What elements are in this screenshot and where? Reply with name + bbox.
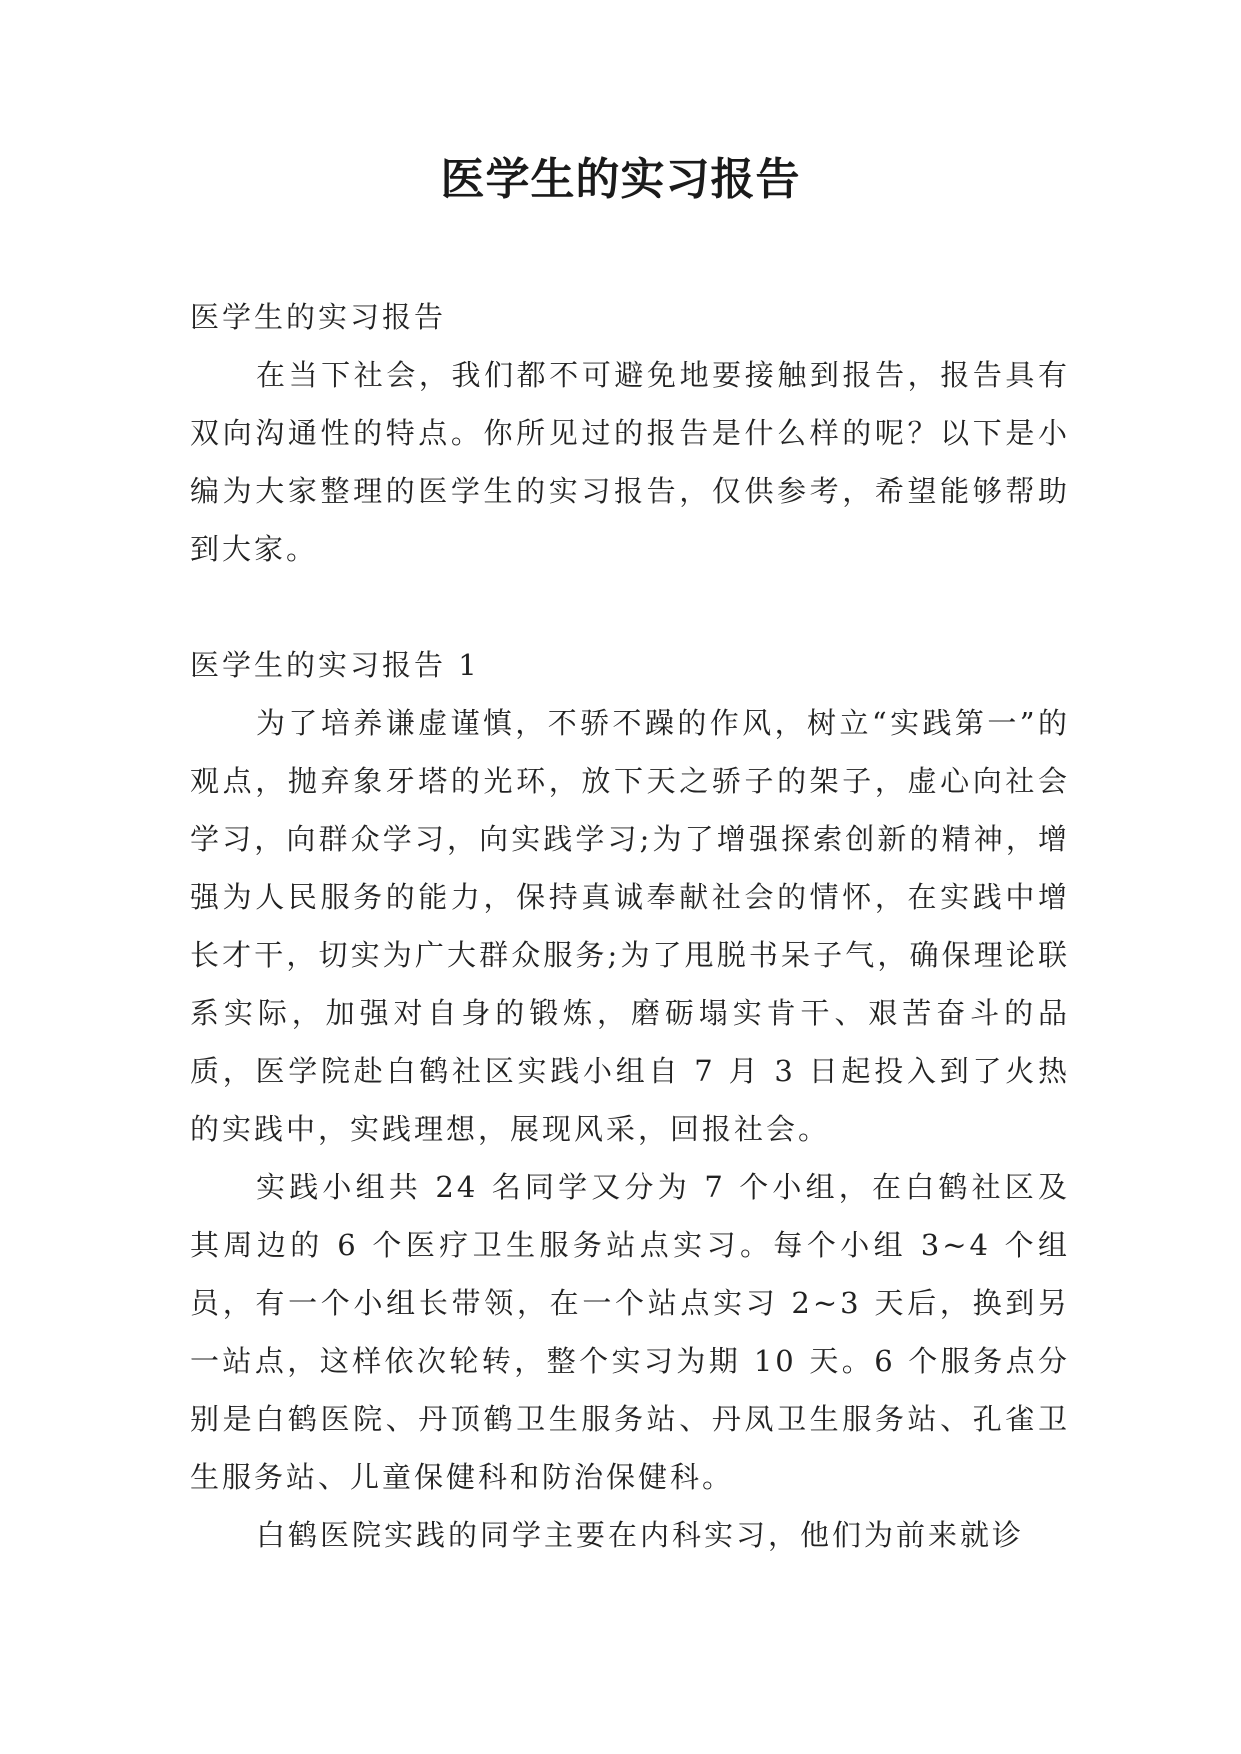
intro-heading: 医学生的实习报告 [190,300,447,334]
document-body [190,288,1070,1564]
document-title: 医学生的实习报告 [440,154,801,205]
body-paragraph-2: 实践小组共 24 名同学又分为 7 个小组，在白鹤社区及其周边的 6 个医疗卫生服务站点实习。每个小组 3~4 个组员，有一个小组长带领，在一个站点实习 2~3 天后，换到另一站点，这样依次轮转，整个实习为期 10 天。6 个服务点分别是白鹤医院、丹顶鹤卫生服务站、丹凤卫生服务站、孔雀卫生服务站、儿童保健科和防治保健科。 [190,1170,1070,1494]
intro-paragraph: 在当下社会，我们都不可避免地要接触到报告，报告具有双向沟通性的特点。你所见过的报告是什么样的呢？以下是小编为大家整理的医学生的实习报告，仅供参考，希望能够帮助到大家。 [190,358,1070,566]
body-paragraph-1: 为了培养谦虚谨慎，不骄不躁的作风，树立“实践第一”的观点，抛弃象牙塔的光环，放下天之骄子的架子，虚心向社会学习，向群众学习，向实践学习;为了增强探索创新的精神，增强为人民服务的能力，保持真诚奉献社会的情怀，在实践中增长才干，切实为广大群众服务;为了甩脱书呆子气，确保理论联系实际，加强对自身的锻炼，磨砺塌实肯干、艰苦奋斗的品质，医学院赴白鹤社区实践小组自 7 月 3 日起投入到了火热的实践中，实践理想，展现风采，回报社会。 [190,706,1070,1146]
section-spacer [190,578,1070,636]
section-heading: 医学生的实习报告 1 [190,648,480,682]
body-paragraph-3: 白鹤医院实践的同学主要在内科实习，他们为前来就诊 [256,1518,1025,1552]
